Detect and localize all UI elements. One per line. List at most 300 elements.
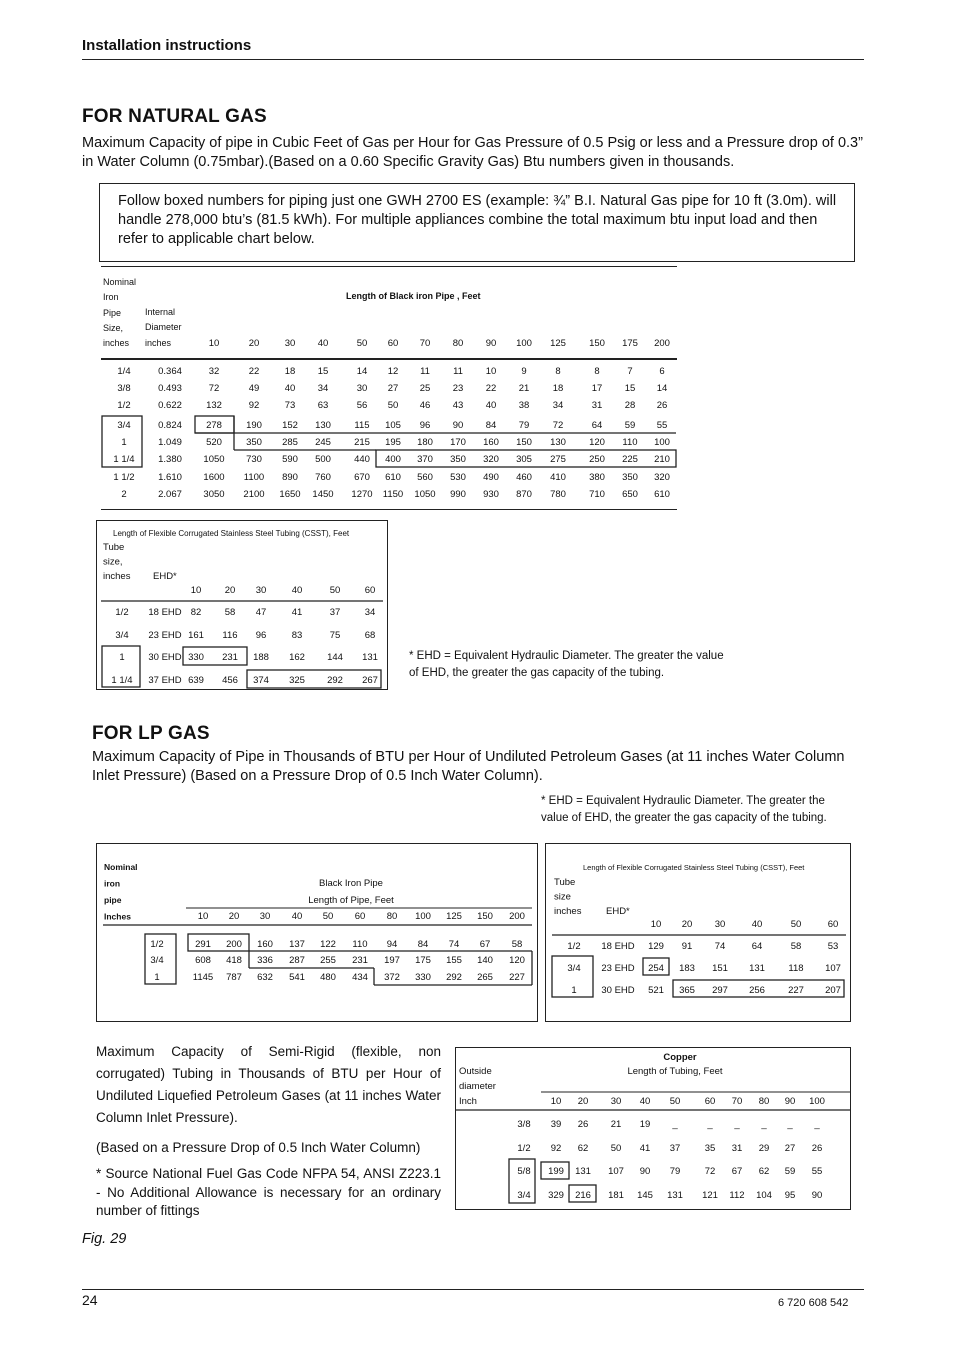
capacity-value: 227 — [788, 985, 804, 996]
copper-subtitle: Length of Tubing, Feet — [627, 1066, 723, 1077]
capacity-value: 250 — [589, 454, 605, 465]
capacity-value: 82 — [190, 607, 202, 618]
capacity-value: 7 — [627, 366, 633, 377]
csst-grid — [97, 521, 387, 689]
natural-csst-table — [96, 520, 388, 690]
length-header: 150 — [477, 911, 493, 922]
capacity-value: 6 — [659, 366, 665, 377]
capacity-value: 107 — [608, 1166, 624, 1177]
capacity-value: 480 — [320, 972, 336, 983]
capacity-value: 1050 — [203, 454, 225, 465]
capacity-value: 11 — [453, 366, 463, 377]
capacity-value: 1100 — [243, 472, 265, 483]
left-header: Outside — [459, 1066, 492, 1077]
capacity-value: 25 — [419, 383, 431, 394]
capacity-value: 14 — [656, 383, 668, 394]
capacity-value: 9 — [521, 366, 527, 377]
capacity-value: 275 — [550, 454, 566, 465]
ehd-value: 30 EHD — [148, 652, 182, 663]
figure-label: Fig. 29 — [82, 1231, 127, 1247]
capacity-value: 92 — [550, 1143, 562, 1154]
capacity-value: 254 — [648, 963, 664, 974]
pipe-size: 1/4 — [117, 366, 131, 377]
capacity-value: 365 — [679, 985, 695, 996]
ehd-value: 37 EHD — [148, 675, 182, 686]
internal-diameter: 1.049 — [158, 437, 182, 448]
capacity-value: 72 — [552, 420, 564, 431]
capacity-value: 180 — [417, 437, 433, 448]
capacity-value: 8 — [594, 366, 600, 377]
capacity-value: 64 — [751, 941, 763, 952]
capacity-value: 41 — [291, 607, 303, 618]
pipe-size: 1 — [121, 437, 127, 448]
capacity-value: 28 — [624, 400, 636, 411]
length-header: 40 — [291, 911, 303, 922]
capacity-value: 10 — [485, 366, 497, 377]
lp-gas-title: FOR LP GAS — [92, 723, 210, 744]
length-header: 150 — [589, 338, 605, 349]
tube-header: Tube — [554, 877, 576, 888]
capacity-value: 330 — [188, 652, 204, 663]
capacity-value: 67 — [731, 1166, 743, 1177]
document-code: 6 720 608 542 — [778, 1297, 849, 1309]
capacity-value: 31 — [731, 1143, 743, 1154]
capacity-value: 90 — [811, 1190, 823, 1201]
capacity-value: 195 — [385, 437, 401, 448]
capacity-value: 26 — [656, 400, 668, 411]
capacity-value: 107 — [825, 963, 841, 974]
capacity-value: 96 — [255, 630, 267, 641]
capacity-value: 1450 — [312, 489, 334, 500]
header-line: Nominal — [103, 277, 137, 287]
capacity-value: 190 — [246, 420, 262, 431]
header-line: Pipe — [103, 307, 122, 318]
semi-rigid-text: Maximum Capacity of Semi-Rigid (flexible, non corrugated) Tubing in Thousands of BTU per Hour of Undiluted Liquefied Petroleum Gases (at 11 inches Water Column Inlet Pressure). — [96, 1044, 441, 1125]
outside-diameter: 1/2 — [517, 1143, 531, 1154]
capacity-value: 710 — [589, 489, 605, 500]
left-header: Nominal — [104, 862, 138, 872]
capacity-value: 35 — [704, 1143, 716, 1154]
capacity-value: 267 — [362, 675, 378, 686]
capacity-value: 305 — [516, 454, 532, 465]
length-header: 10 — [190, 585, 202, 596]
pipe-size: 3/4 — [117, 420, 131, 431]
capacity-value: 116 — [222, 630, 238, 641]
capacity-value: 350 — [246, 437, 262, 448]
capacity-value: 72 — [704, 1166, 716, 1177]
pipe-size: 1 1/4 — [113, 454, 135, 465]
capacity-value: 94 — [386, 939, 398, 950]
capacity-value: 75 — [329, 630, 341, 641]
capacity-value: 140 — [477, 955, 493, 966]
capacity-value: 155 — [446, 955, 462, 966]
capacity-value: 210 — [654, 454, 670, 465]
capacity-value: 245 — [315, 437, 331, 448]
capacity-value: 520 — [206, 437, 222, 448]
capacity-value: 131 — [749, 963, 765, 974]
length-header: 60 — [364, 585, 376, 596]
capacity-value: 22 — [248, 366, 260, 377]
length-header: 60 — [827, 919, 839, 930]
capacity-value: 930 — [483, 489, 499, 500]
capacity-value: 14 — [356, 366, 368, 377]
capacity-value: 110 — [352, 939, 368, 950]
length-header: 200 — [509, 911, 525, 922]
capacity-value: 59 — [784, 1166, 796, 1177]
internal-diameter: 1.380 — [158, 454, 182, 465]
length-header: 70 — [419, 338, 431, 349]
lp-csst-table — [545, 843, 851, 1022]
capacity-value: 490 — [483, 472, 499, 483]
length-header: 100 — [516, 338, 532, 349]
capacity-value: 79 — [518, 420, 530, 431]
capacity-value: 330 — [415, 972, 431, 983]
capacity-value: 27 — [387, 383, 399, 394]
length-header: 10 — [208, 338, 220, 349]
capacity-value: 91 — [681, 941, 693, 952]
header-line: Iron — [103, 292, 119, 303]
capacity-value: 41 — [639, 1143, 651, 1154]
capacity-value: 170 — [450, 437, 466, 448]
capacity-value: 541 — [289, 972, 305, 983]
capacity-value: 227 — [509, 972, 525, 983]
capacity-value: 100 — [654, 437, 670, 448]
capacity-value: 325 — [289, 675, 305, 686]
length-header: 10 — [550, 1096, 562, 1107]
capacity-value: 372 — [384, 972, 400, 983]
internal-diameter: 2.067 — [158, 489, 182, 500]
capacity-value: 160 — [257, 939, 273, 950]
capacity-value: 58 — [790, 941, 802, 952]
length-header: 80 — [452, 338, 464, 349]
capacity-value: 434 — [352, 972, 368, 983]
capacity-value: 265 — [477, 972, 493, 983]
capacity-value: 181 — [608, 1190, 624, 1201]
capacity-value: 1050 — [414, 489, 436, 500]
capacity-value: 650 — [622, 489, 638, 500]
capacity-value: _ — [787, 1119, 793, 1130]
capacity-value: 131 — [667, 1190, 683, 1201]
capacity-value: 456 — [222, 675, 238, 686]
capacity-value: 670 — [354, 472, 370, 483]
capacity-value: 144 — [327, 652, 343, 663]
length-header: 20 — [681, 919, 693, 930]
capacity-value: 74 — [714, 941, 726, 952]
left-header: Inches — [104, 911, 131, 922]
capacity-value: 1145 — [192, 972, 214, 983]
section-header: Installation instructions — [82, 37, 252, 54]
left-header: Inch — [459, 1096, 477, 1107]
length-header: 20 — [577, 1096, 589, 1107]
pipe-size: 1/2 — [150, 939, 164, 950]
tube-size: 1/2 — [567, 941, 581, 952]
internal-diameter: 0.622 — [158, 400, 182, 411]
length-header: 50 — [322, 911, 334, 922]
capacity-value: 608 — [195, 955, 211, 966]
capacity-value: 49 — [248, 383, 260, 394]
capacity-value: 632 — [257, 972, 273, 983]
length-header: 50 — [669, 1096, 681, 1107]
capacity-value: 255 — [320, 955, 336, 966]
copper-table — [455, 1047, 851, 1210]
length-header: 40 — [291, 585, 303, 596]
internal-diameter: 0.824 — [158, 420, 182, 431]
capacity-value: 183 — [679, 963, 695, 974]
capacity-value: 292 — [327, 675, 343, 686]
capacity-value: 329 — [548, 1190, 564, 1201]
capacity-value: 79 — [669, 1166, 681, 1177]
csst-title: Length of Flexible Corrugated Stainless Steel Tubing (CSST), Feet — [583, 863, 805, 872]
capacity-value: 21 — [518, 383, 530, 394]
outside-diameter: 5/8 — [517, 1166, 531, 1177]
length-header: 60 — [354, 911, 366, 922]
capacity-value: 34 — [317, 383, 329, 394]
capacity-value: 29 — [758, 1143, 770, 1154]
length-header: 30 — [714, 919, 726, 930]
capacity-value: 92 — [248, 400, 260, 411]
capacity-value: 610 — [385, 472, 401, 483]
capacity-value: _ — [734, 1119, 740, 1130]
lp-iron-table — [96, 843, 538, 1022]
length-header: 20 — [228, 911, 240, 922]
capacity-value: 50 — [387, 400, 399, 411]
length-header: 100 — [415, 911, 431, 922]
length-header: 50 — [790, 919, 802, 930]
capacity-value: 215 — [354, 437, 370, 448]
capacity-value: 15 — [624, 383, 636, 394]
capacity-value: 58 — [224, 607, 236, 618]
capacity-value: 18 — [552, 383, 564, 394]
footer-rule — [82, 1289, 864, 1290]
capacity-value: 34 — [552, 400, 564, 411]
ehd-header: EHD* — [153, 571, 177, 582]
capacity-value: 90 — [452, 420, 464, 431]
capacity-value: 231 — [222, 652, 238, 663]
pipe-size: 1/2 — [117, 400, 131, 411]
pipe-size: 3/4 — [150, 955, 164, 966]
header-line: Diameter — [145, 322, 182, 333]
capacity-value: 787 — [226, 972, 242, 983]
capacity-value: 118 — [788, 963, 804, 974]
tube-size: 1 — [119, 652, 125, 663]
capacity-value: 129 — [648, 941, 664, 952]
length-header: 125 — [446, 911, 462, 922]
capacity-value: 55 — [656, 420, 668, 431]
capacity-value: 96 — [419, 420, 431, 431]
length-header: 70 — [731, 1096, 743, 1107]
length-header: 175 — [622, 338, 638, 349]
capacity-value: 207 — [825, 985, 841, 996]
iron-length-title: Length of Black iron Pipe , Feet — [346, 291, 481, 301]
capacity-value: 418 — [226, 955, 242, 966]
capacity-value: 74 — [448, 939, 460, 950]
capacity-value: 131 — [575, 1166, 591, 1177]
pipe-size: 2 — [121, 489, 127, 500]
capacity-value: 639 — [188, 675, 204, 686]
internal-diameter: 0.364 — [158, 366, 182, 377]
length-header: 40 — [639, 1096, 651, 1107]
capacity-value: 110 — [622, 437, 638, 448]
capacity-value: 1150 — [382, 489, 404, 500]
length-header: 200 — [654, 338, 670, 349]
tube-header: size — [554, 891, 571, 903]
length-header: 90 — [485, 338, 497, 349]
capacity-value: 122 — [320, 939, 336, 950]
outside-diameter: 3/8 — [517, 1119, 531, 1130]
capacity-value: 890 — [282, 472, 298, 483]
length-header: 60 — [387, 338, 399, 349]
header-line: inches — [103, 338, 130, 349]
capacity-value: 132 — [206, 400, 222, 411]
capacity-value: 84 — [417, 939, 429, 950]
capacity-value: 2100 — [243, 489, 265, 500]
capacity-value: 39 — [550, 1119, 562, 1130]
capacity-value: 34 — [364, 607, 376, 618]
capacity-value: 500 — [315, 454, 331, 465]
capacity-value: 370 — [417, 454, 433, 465]
capacity-value: 197 — [384, 955, 400, 966]
lp-iron-grid — [97, 844, 537, 1021]
pressure-text: (Based on a Pressure Drop of 0.5 Inch Water Column) — [96, 1140, 421, 1155]
capacity-value: 53 — [827, 941, 839, 952]
capacity-value: 120 — [509, 955, 525, 966]
capacity-value: 11 — [420, 366, 430, 377]
tube-header: inches — [554, 906, 582, 917]
capacity-value: 30 — [356, 383, 368, 394]
capacity-value: 400 — [385, 454, 401, 465]
capacity-value: 297 — [712, 985, 728, 996]
ehd-value: 23 EHD — [148, 630, 182, 641]
capacity-value: 50 — [610, 1143, 622, 1154]
capacity-value: 145 — [637, 1190, 653, 1201]
capacity-value: 37 — [669, 1143, 681, 1154]
capacity-value: 131 — [362, 652, 378, 663]
tube-size: 1/2 — [115, 607, 129, 618]
capacity-value: 460 — [516, 472, 532, 483]
capacity-value: 46 — [419, 400, 431, 411]
capacity-value: 161 — [188, 630, 204, 641]
pipe-size: 3/8 — [117, 383, 131, 394]
length-header: 50 — [356, 338, 368, 349]
capacity-value: 1270 — [351, 489, 373, 500]
capacity-value: 90 — [639, 1166, 651, 1177]
csst-title: Length of Flexible Corrugated Stainless Steel Tubing (CSST), Feet — [113, 529, 350, 538]
capacity-value: 130 — [550, 437, 566, 448]
source-text: * Source National Fuel Gas Code NFPA 54, ANSI Z223.1 - No Additional Allowance is necessary for an ordinary number of fittings — [96, 1166, 441, 1218]
capacity-value: 19 — [639, 1119, 651, 1130]
capacity-value: 23 — [452, 383, 464, 394]
capacity-value: 730 — [246, 454, 262, 465]
capacity-value: 32 — [208, 366, 220, 377]
capacity-value: 56 — [356, 400, 368, 411]
tube-header: size, — [103, 556, 123, 568]
capacity-value: 26 — [577, 1119, 589, 1130]
capacity-value: 130 — [315, 420, 331, 431]
capacity-value: _ — [672, 1119, 678, 1130]
capacity-value: 121 — [702, 1190, 718, 1201]
capacity-value: 67 — [479, 939, 491, 950]
left-header: diameter — [459, 1081, 496, 1092]
capacity-value: 83 — [291, 630, 303, 641]
capacity-value: 440 — [354, 454, 370, 465]
natural-iron-table — [101, 266, 677, 510]
capacity-value: 8 — [555, 366, 561, 377]
header-line: Internal — [145, 307, 176, 317]
length-header: 20 — [224, 585, 236, 596]
left-header: iron — [104, 878, 121, 889]
capacity-value: 59 — [624, 420, 636, 431]
capacity-value: 200 — [226, 939, 242, 950]
header-line: Size, — [103, 322, 124, 333]
capacity-value: 1650 — [279, 489, 301, 500]
boxed-note-text: Follow boxed numbers for piping just one GWH 2700 ES (example: ¾” B.I. Natural Gas pipe for 10 ft (3.0m). will handle 278,000 btu’s (81.5 kWh). For multiple appliances combine the total maximum btu input load and then refer to applicable chart below. — [118, 193, 837, 247]
capacity-value: 410 — [550, 472, 566, 483]
length-header: 50 — [329, 585, 341, 596]
capacity-value: 160 — [483, 437, 499, 448]
capacity-value: 43 — [452, 400, 464, 411]
capacity-value: 62 — [577, 1143, 589, 1154]
copper-title: Copper — [663, 1052, 697, 1063]
capacity-value: 780 — [550, 489, 566, 500]
capacity-value: 188 — [253, 652, 269, 663]
length-header: 80 — [758, 1096, 770, 1107]
capacity-value: 31 — [591, 400, 603, 411]
capacity-value: _ — [707, 1119, 713, 1130]
capacity-value: 84 — [485, 420, 497, 431]
capacity-value: 285 — [282, 437, 298, 448]
capacity-value: 18 — [284, 366, 296, 377]
capacity-value: 320 — [654, 472, 670, 483]
capacity-value: 105 — [385, 420, 401, 431]
capacity-value: 3050 — [203, 489, 225, 500]
length-header: 40 — [751, 919, 763, 930]
capacity-value: 152 — [282, 420, 298, 431]
left-header: pipe — [104, 895, 122, 905]
capacity-value: 590 — [282, 454, 298, 465]
capacity-value: 63 — [317, 400, 329, 411]
length-header: 90 — [784, 1096, 796, 1107]
capacity-value: 350 — [450, 454, 466, 465]
capacity-value: _ — [814, 1119, 820, 1130]
capacity-value: 350 — [622, 472, 638, 483]
capacity-value: 225 — [622, 454, 638, 465]
capacity-value: 560 — [417, 472, 433, 483]
length-header: 30 — [610, 1096, 622, 1107]
pipe-size: 1 1/2 — [113, 472, 135, 483]
capacity-value: 58 — [511, 939, 523, 950]
capacity-value: 120 — [589, 437, 605, 448]
capacity-value: 55 — [811, 1166, 823, 1177]
header-line: inches — [145, 337, 172, 348]
length-header: 40 — [317, 338, 329, 349]
capacity-value: 760 — [315, 472, 331, 483]
pipe-size: 1 — [154, 972, 160, 983]
internal-diameter: 0.493 — [158, 383, 182, 394]
capacity-value: 216 — [575, 1190, 591, 1201]
ehd-header: EHD* — [606, 906, 630, 917]
length-header: 30 — [255, 585, 267, 596]
capacity-value: _ — [761, 1119, 767, 1130]
ehd-value: 23 EHD — [601, 963, 635, 974]
iron-title: Black Iron Pipe — [319, 878, 383, 889]
capacity-value: 22 — [485, 383, 497, 394]
capacity-value: 27 — [784, 1143, 796, 1154]
iron-grid — [101, 267, 677, 509]
page-number: 24 — [82, 1292, 98, 1308]
tube-size: 3/4 — [115, 630, 129, 641]
tube-header: Tube — [103, 542, 125, 553]
capacity-value: 40 — [485, 400, 497, 411]
